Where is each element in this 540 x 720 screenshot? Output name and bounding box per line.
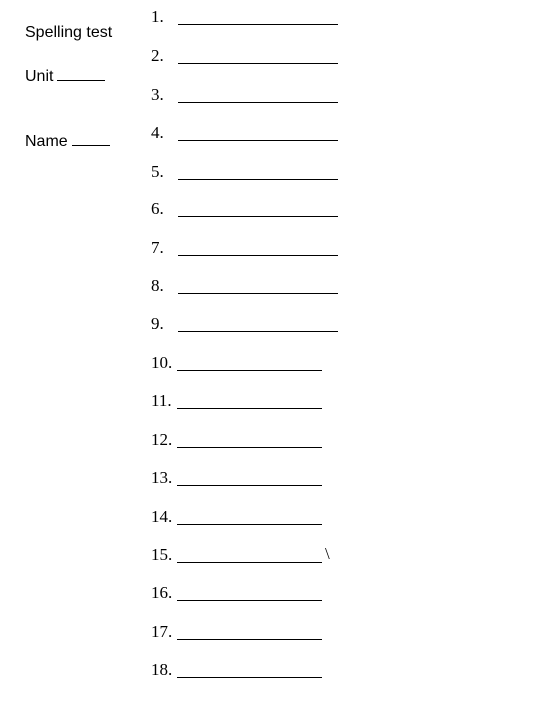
answer-item xyxy=(151,392,172,409)
answer-blank[interactable] xyxy=(177,408,322,409)
item-number: 2. xyxy=(151,46,164,65)
answer-blank[interactable] xyxy=(178,293,338,294)
item-number: 4. xyxy=(151,123,164,142)
answer-item xyxy=(151,124,164,141)
answer-blank[interactable] xyxy=(177,524,322,525)
unit-field xyxy=(25,68,105,85)
answer-item xyxy=(151,584,172,601)
unit-label: Unit xyxy=(25,68,54,85)
item-number: 11. xyxy=(151,391,172,410)
item-number: 13. xyxy=(151,468,173,487)
answer-item xyxy=(151,8,164,25)
answer-item xyxy=(151,544,330,564)
unit-blank[interactable] xyxy=(57,68,105,81)
answer-item xyxy=(151,239,164,256)
answer-blank[interactable] xyxy=(177,370,322,371)
answer-item xyxy=(151,431,172,448)
name-field xyxy=(25,133,110,150)
answer-blank[interactable] xyxy=(177,677,322,678)
answer-blank[interactable] xyxy=(177,639,322,640)
item-number: 18. xyxy=(151,660,173,679)
answer-item xyxy=(151,86,164,103)
answer-item xyxy=(151,277,164,294)
answer-blank[interactable] xyxy=(178,331,338,332)
answer-item xyxy=(151,200,164,217)
answer-item xyxy=(151,354,172,371)
answer-blank[interactable] xyxy=(178,216,338,217)
answer-blank[interactable] xyxy=(178,63,338,64)
name-label: Name xyxy=(25,133,68,150)
answer-item xyxy=(151,315,164,332)
item-number: 12. xyxy=(151,430,173,449)
item-number: 1. xyxy=(151,7,164,26)
answer-blank[interactable] xyxy=(178,255,338,256)
item-number: 16. xyxy=(151,583,173,602)
answer-blank[interactable] xyxy=(177,600,322,601)
answer-item xyxy=(151,163,164,180)
item-number: 17. xyxy=(151,622,173,641)
item-number: 9. xyxy=(151,314,164,333)
item-number: 6. xyxy=(151,199,164,218)
answer-item xyxy=(151,47,164,64)
answer-blank[interactable] xyxy=(177,447,322,448)
name-blank[interactable] xyxy=(72,133,110,146)
answer-item xyxy=(151,661,172,678)
item-number: 7. xyxy=(151,238,164,257)
item-number: 15. xyxy=(151,545,173,564)
page-title: Spelling test xyxy=(25,24,113,41)
answer-blank[interactable] xyxy=(178,179,338,180)
answer-blank[interactable] xyxy=(178,102,338,103)
answer-blank[interactable] xyxy=(178,140,338,141)
item-number: 10. xyxy=(151,353,173,372)
answer-item xyxy=(151,469,172,486)
item-number: 8. xyxy=(151,276,164,295)
answer-blank[interactable] xyxy=(177,562,322,563)
answer-blank[interactable] xyxy=(178,24,338,25)
item-number: 14. xyxy=(151,507,173,526)
answer-item xyxy=(151,623,172,640)
answer-blank[interactable] xyxy=(177,485,322,486)
answer-item xyxy=(151,508,172,525)
item-number: 3. xyxy=(151,85,164,104)
stray-backslash: \ xyxy=(325,544,330,563)
item-number: 5. xyxy=(151,162,164,181)
